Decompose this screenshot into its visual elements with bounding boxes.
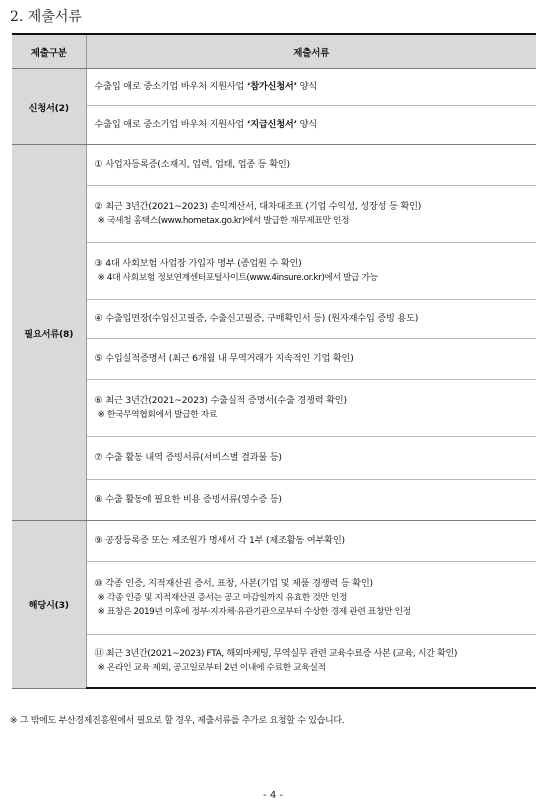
table-row	[12, 437, 536, 480]
header-category: 제출구분	[12, 34, 86, 69]
table-row	[12, 635, 536, 689]
category-required: 필요서류(8)	[12, 145, 86, 521]
page-number: - 4 -	[263, 790, 283, 801]
document-item: 수출입 애로 중소기업 바우처 지원사업 ‘참가신청서’ 양식	[86, 69, 536, 106]
section-title: 2. 제출서류	[10, 9, 82, 25]
table-row	[12, 69, 536, 106]
table-row	[12, 562, 536, 635]
table-row	[12, 145, 536, 186]
document-item: ② 최근 3년간(2021~2023) 손익계산서, 대차대조표 (기업 수익성, 성장성 등 확인) ※ 국세청 홈택스(www.hometax.go.kr)에서 발급한 재무제표만 인정	[86, 186, 536, 243]
document-item: ④ 수출입면장(수입신고필증, 수출신고필증, 구매확인서 등) (원자재수입 증빙 용도)	[86, 300, 536, 339]
document-item: ① 사업자등록증(소재지, 업력, 업태, 업종 등 확인)	[86, 145, 536, 186]
table-row	[12, 300, 536, 339]
document-item: ⑪ 최근 3년간(2021~2023) FTA, 해외마케팅, 무역실무 관련 교육수료증 사본 (교육, 시간 확인) ※ 온라인 교육 제외, 공고일로부터 2년 이내에 수료한 교육실적	[86, 635, 536, 689]
category-application: 신청서(2)	[12, 69, 86, 145]
document-item: ⑧ 수출 활동에 필요한 비용 증빙서류(영수증 등)	[86, 480, 536, 521]
document-item: ⑤ 수입실적증명서 (최근 6개월 내 무역거래가 지속적인 기업 확인)	[86, 339, 536, 380]
table-row	[12, 480, 536, 521]
table-row	[12, 106, 536, 145]
document-item: ⑦ 수출 활동 내역 증빙서류(서비스별 결과물 등)	[86, 437, 536, 480]
header-documents: 제출서류	[86, 34, 536, 69]
document-item: ⑨ 공장등록증 또는 제조원가 명세서 각 1부 (제조활동 여부확인)	[86, 521, 536, 562]
document-item: ③ 4대 사회보험 사업장 가입자 명부 (종업원 수 확인) ※ 4대 사회보험 정보연계센터포털사이트(www.4insure.or.kr)에서 발급 가능	[86, 243, 536, 300]
documents-table	[12, 33, 536, 689]
table-row	[12, 186, 536, 243]
document-item: ⑥ 최근 3년간(2021~2023) 수출실적 증명서(수출 경쟁력 확인) ※ 한국무역협회에서 발급한 자료	[86, 380, 536, 437]
document-item: 수출입 애로 중소기업 바우처 지원사업 ‘지급신청서’ 양식	[86, 106, 536, 145]
table-row	[12, 521, 536, 562]
table-header-row	[12, 34, 536, 69]
document-item: ⑩ 각종 인증, 지적재산권 증서, 표창, 사본(기업 및 제품 경쟁력 등 확인) ※ 각종 인증 및 지적재산권 증서는 공고 마감일까지 유효한 것만 인정 ※ 표창은 2019년 이후에 정부·지자체·유관기관으로부터 수상한 경제 관련 표창만 인정	[86, 562, 536, 635]
table-row	[12, 380, 536, 437]
table-row	[12, 243, 536, 300]
table-row	[12, 339, 536, 380]
footnote: ※ 그 밖에도 부산경제진흥원에서 필요로 할 경우, 제출서류를 추가로 요청할 수 있습니다.	[10, 716, 345, 726]
category-if-applicable: 해당시(3)	[12, 521, 86, 689]
